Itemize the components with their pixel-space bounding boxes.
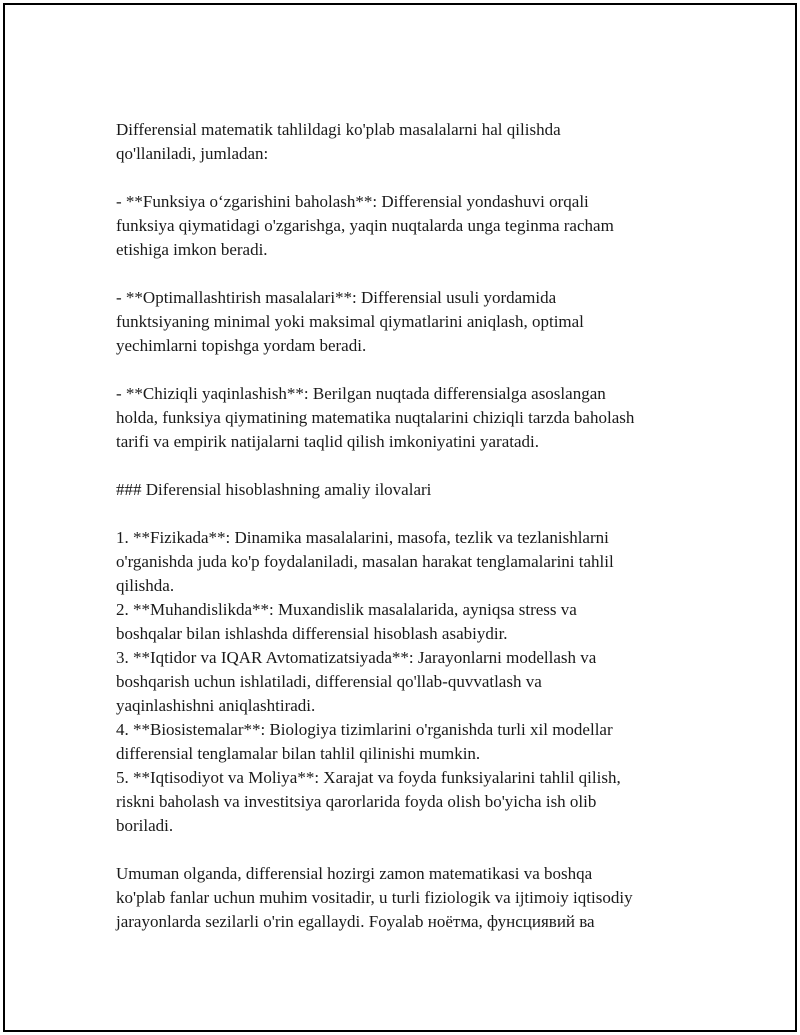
- blank-line: [116, 358, 696, 382]
- text-line: - **Optimallashtirish masalalari**: Differensial usuli yordamida: [116, 288, 557, 307]
- blank-line: [116, 502, 696, 526]
- text-line: ko'plab fanlar uchun muhim vositadir, u turli fiziologik va ijtimoiy iqtisodiy: [116, 888, 633, 907]
- text-line: yaqinlashishni aniqlashtiradi.: [116, 696, 316, 715]
- text-line: - **Funksiya o‘zgarishini baholash**: Differensial yondashuvi orqali: [116, 192, 589, 211]
- text-line: 2. **Muhandislikda**: Muxandislik masalalarida, ayniqsa stress va: [116, 600, 577, 619]
- text-line: Differensial matematik tahlildagi ko'plab masalalarni hal qilishda: [116, 120, 561, 139]
- text-line: boriladi.: [116, 816, 174, 835]
- text-line: qilishda.: [116, 576, 175, 595]
- text-line: tarifi va empirik natijalarni taqlid qilish imkoniyatini yaratadi.: [116, 432, 539, 451]
- blank-line: [116, 454, 696, 478]
- text-line: yechimlarni topishga yordam beradi.: [116, 336, 367, 355]
- blank-line: [116, 262, 696, 286]
- blank-line: [116, 166, 696, 190]
- text-line: Umuman olganda, differensial hozirgi zamon matematikasi va boshqa: [116, 864, 593, 883]
- text-line: 3. **Iqtidor va IQAR Avtomatizatsiyada**: Jarayonlarni modellash va: [116, 648, 597, 667]
- text-line: funksiya qiymatidagi o'zgarishga, yaqin nuqtalarda unga teginma racham: [116, 216, 614, 235]
- text-line: holda, funksiya qiymatining matematika nuqtalarini chiziqli tarzda baholash: [116, 408, 635, 427]
- text-line: 5. **Iqtisodiyot va Moliya**: Xarajat va foyda funksiyalarini tahlil qilish,: [116, 768, 621, 787]
- text-line: o'rganishda juda ko'p foydalaniladi, masalan harakat tenglamalarini tahlil: [116, 552, 614, 571]
- text-line: - **Chiziqli yaqinlashish**: Berilgan nuqtada differensialga asoslangan: [116, 384, 606, 403]
- blank-line: [116, 838, 696, 862]
- text-line: qo'llaniladi, jumladan:: [116, 144, 269, 163]
- text-line: funktsiyaning minimal yoki maksimal qiymatlarini aniqlash, optimal: [116, 312, 584, 331]
- text-line: jarayonlarda sezilarli o'rin egallaydi. Foyalab ноётма, фунсциявий ва: [116, 912, 595, 931]
- text-line: boshqarish uchun ishlatiladi, differensial qo'llab-quvvatlash va: [116, 672, 542, 691]
- text-line: boshqalar bilan ishlashda differensial hisoblash asabiydir.: [116, 624, 508, 643]
- text-line: 4. **Biosistemalar**: Biologiya tizimlarini o'rganishda turli xil modellar: [116, 720, 613, 739]
- text-line: 1. **Fizikada**: Dinamika masalalarini, masofa, tezlik va tezlanishlarni: [116, 528, 609, 547]
- text-line: etishiga imkon beradi.: [116, 240, 268, 259]
- text-line: differensial tenglamalar bilan tahlil qilinishi mumkin.: [116, 744, 481, 763]
- text-line: ### Diferensial hisoblashning amaliy ilovalari: [116, 480, 432, 499]
- text-line: riskni baholash va investitsiya qarorlarida foyda olish bo'yicha ish olib: [116, 792, 597, 811]
- document-text: [116, 118, 696, 934]
